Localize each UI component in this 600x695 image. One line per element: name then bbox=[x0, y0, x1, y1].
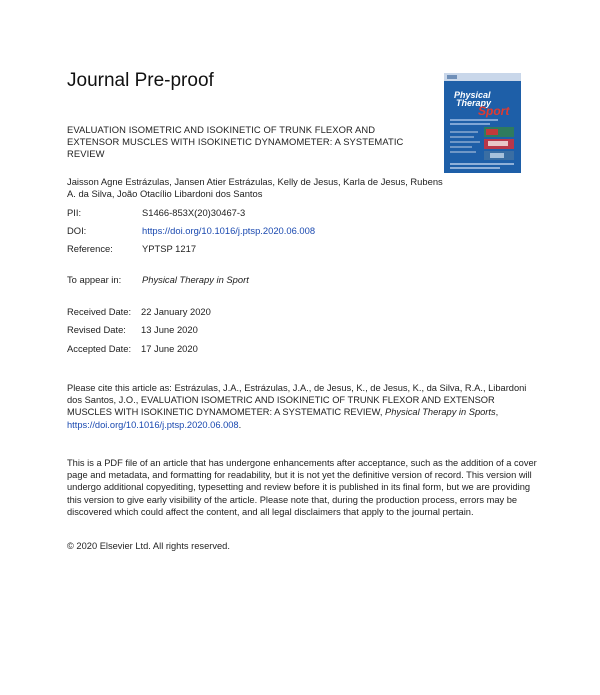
cover-title-line2: Therapy bbox=[456, 98, 492, 108]
appear-in-label: To appear in: bbox=[67, 274, 122, 285]
received-date-label: Received Date: bbox=[67, 306, 132, 317]
accepted-date-label: Accepted Date: bbox=[67, 343, 132, 354]
pii-label: PII: bbox=[67, 207, 82, 218]
disclaimer-paragraph: This is a PDF file of an article that has undergone enhancements after acceptance, such as the addition of a cover page and metadata, and formatting for readability, but it is not yet the definitive version of record. This version will undergo additional copyediting, typesetting and review before it is published in its final form, but we are providing this version to give early visibility of the article. Please note that, during the production process, errors may be discovered which could affect the content, and all legal disclaimers that apply to the journal pertain. bbox=[67, 458, 537, 517]
doi-label: DOI: bbox=[67, 225, 87, 236]
journal-cover-art bbox=[444, 73, 521, 173]
cover-title-line3: Sport bbox=[478, 104, 510, 118]
citation-separator: , bbox=[495, 407, 499, 418]
citation-text: Please cite this article as: Estrázulas, J.A., Estrázulas, J.A., de Jesus, K., de Jesus, K., da Silva, R.A., Libardoni dos Santos, J.O., EVALUATION ISOMETRIC AND ISOKINETIC OF TRUNK FLEXOR AND EXTENSOR MUSCLES WITH ISOKINETIC DYNAMOMETER: A SYSTEMATIC REVIEW, bbox=[67, 383, 527, 418]
article-title: EVALUATION ISOMETRIC AND ISOKINETIC OF TRUNK FLEXOR AND EXTENSOR MUSCLES WITH ISOKINETIC DYNAMOMETER: A SYSTEMATIC REVIEW bbox=[67, 124, 404, 159]
pii-value: S1466-853X(20)30467-3 bbox=[142, 207, 246, 218]
journal-cover-image bbox=[444, 73, 521, 173]
cover-title-line1: Physical bbox=[454, 90, 491, 100]
revised-date-label: Revised Date: bbox=[67, 324, 126, 335]
revised-date-value: 13 June 2020 bbox=[141, 324, 198, 335]
reference-value: YPTSP 1217 bbox=[142, 243, 197, 254]
citation-end: . bbox=[238, 419, 242, 430]
received-date-value: 22 January 2020 bbox=[141, 306, 211, 317]
appear-in-journal: Physical Therapy in Sport bbox=[142, 274, 249, 285]
citation-journal: Physical Therapy in Sports bbox=[385, 407, 496, 418]
copyright-notice: © 2020 Elsevier Ltd. All rights reserved. bbox=[67, 541, 230, 551]
citation-doi-link[interactable]: https://doi.org/10.1016/j.ptsp.2020.06.008 bbox=[67, 419, 239, 430]
article-authors: Jaisson Agne Estrázulas, Jansen Atier Estrázulas, Kelly de Jesus, Karla de Jesus, Rubens A. da Silva, João Otacílio Libardoni dos Santos bbox=[67, 176, 443, 199]
citation-paragraph bbox=[67, 382, 537, 431]
doi-link[interactable]: https://doi.org/10.1016/j.ptsp.2020.06.008 bbox=[142, 225, 316, 236]
reference-label: Reference: bbox=[67, 243, 113, 254]
accepted-date-value: 17 June 2020 bbox=[141, 343, 198, 354]
page-title: Journal Pre-proof bbox=[67, 70, 214, 91]
